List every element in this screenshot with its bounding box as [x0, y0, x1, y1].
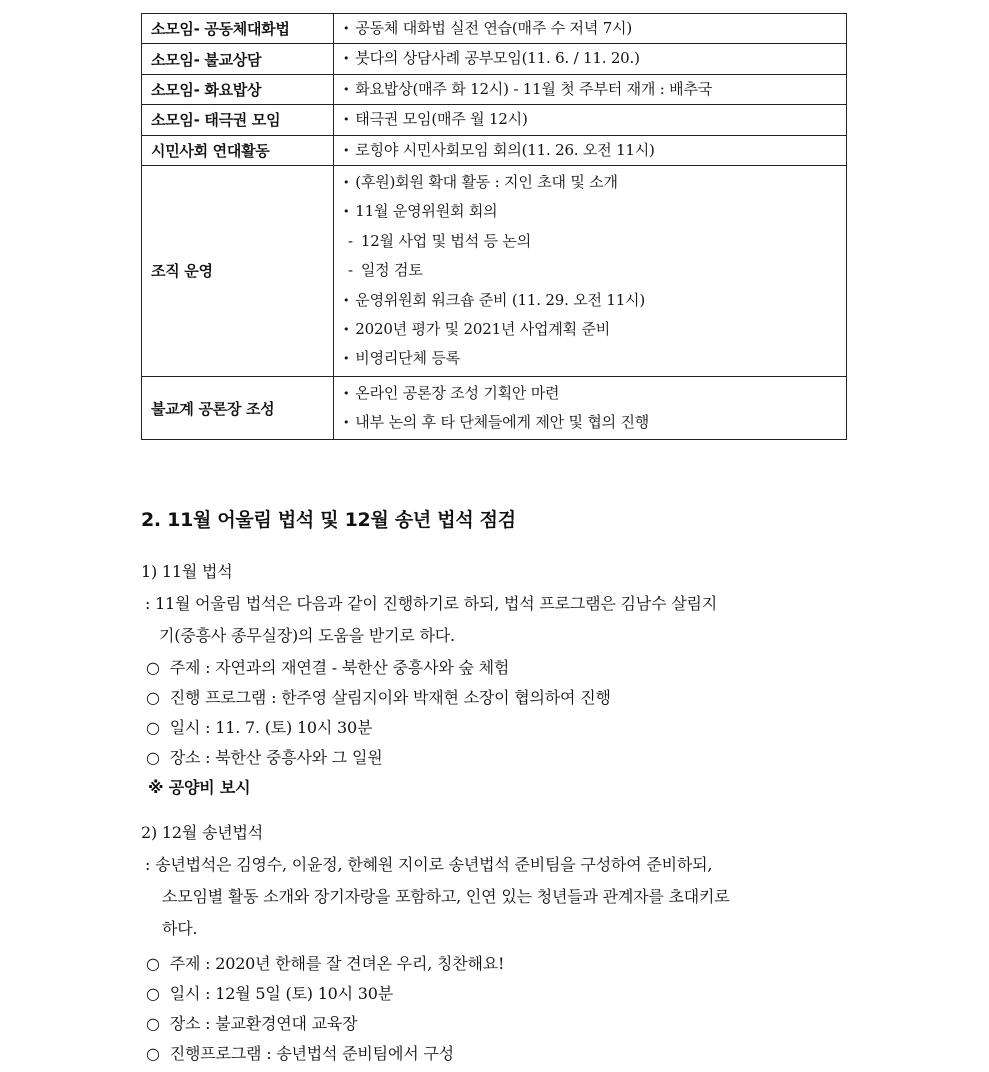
dec-item: ○ 주제 : 2020년 한해를 잘 견뎌온 우리, 칭찬해요!: [146, 954, 505, 973]
bullet-item: • (후원)회원 확대 활동 : 지인 초대 및 소개: [343, 168, 846, 197]
dec-title: 2) 12월 송년법석: [141, 823, 264, 842]
table-row: [142, 376, 847, 440]
nov-desc-line-2: 기(중흥사 종무실장)의 도움을 받기로 하다.: [159, 626, 455, 645]
row-label: 소모임- 화요밥상: [142, 74, 334, 104]
circle-bullet-icon: ○: [146, 748, 160, 767]
table-row: [142, 14, 847, 44]
table-row: [142, 165, 847, 376]
row-label: 소모임- 공동체대화법: [142, 14, 334, 44]
activity-table: [141, 13, 847, 440]
circle-bullet-icon: ○: [146, 688, 160, 707]
bullet-item: • 로힝야 시민사회모임 회의(11. 26. 오전 11시): [343, 136, 846, 165]
bullet-item: • 운영위원회 워크숍 준비 (11. 29. 오전 11시): [343, 286, 846, 315]
dec-desc-line-3: 하다.: [162, 919, 198, 938]
bullet-item: • 2020년 평가 및 2021년 사업계획 준비: [343, 315, 846, 344]
row-content: [334, 44, 847, 74]
bullet-item: • 내부 논의 후 타 단체들에게 제안 및 협의 진행: [343, 408, 846, 437]
nov-item: ○ 진행 프로그램 : 한주영 살림지이와 박재현 소장이 협의하여 진행: [146, 688, 611, 707]
nov-item: ○ 주제 : 자연과의 재연결 - 북한산 중흥사와 숲 체험: [146, 658, 510, 677]
dec-item: ○ 진행프로그램 : 송년법석 준비팀에서 구성: [146, 1044, 454, 1063]
nov-note: ※ 공양비 보시: [148, 778, 251, 797]
circle-bullet-icon: ○: [146, 954, 160, 973]
row-label: 소모임- 태극권 모임: [142, 105, 334, 135]
row-content: [334, 135, 847, 165]
row-label: 소모임- 불교상담: [142, 44, 334, 74]
nov-desc-line-1: : 11월 어울림 법석은 다음과 같이 진행하기로 하되, 법석 프로그램은 김남수 살림지: [145, 594, 717, 613]
dec-item: ○ 일시 : 12월 5일 (토) 10시 30분: [146, 984, 394, 1003]
row-label: 시민사회 연대활동: [142, 135, 334, 165]
circle-bullet-icon: ○: [146, 718, 160, 737]
bullet-item: • 온라인 공론장 조성 기획안 마련: [343, 379, 846, 408]
sub-item: - 일정 검토: [343, 256, 846, 285]
circle-bullet-icon: ○: [146, 658, 160, 677]
row-content: [334, 74, 847, 104]
table-row: [142, 105, 847, 135]
row-content: [334, 105, 847, 135]
nov-item: ○ 장소 : 북한산 중흥사와 그 일원: [146, 748, 383, 767]
row-content: [334, 165, 847, 376]
bullet-item: • 붓다의 상담사례 공부모임(11. 6. / 11. 20.): [343, 44, 846, 73]
bullet-item: • 화요밥상(매주 화 12시) - 11월 첫 주부터 재개 : 배추국: [343, 75, 846, 104]
dec-item: ○ 장소 : 불교환경연대 교육장: [146, 1014, 358, 1033]
bullet-item: • 11월 운영위원회 회의: [343, 197, 846, 226]
dec-desc-line-1: : 송년법석은 김영수, 이윤정, 한혜원 지이로 송년법석 준비팀을 구성하여 준비하되,: [145, 855, 713, 874]
table-row: [142, 74, 847, 104]
circle-bullet-icon: ○: [146, 1014, 160, 1033]
table-row: [142, 44, 847, 74]
circle-bullet-icon: ○: [146, 984, 160, 1003]
dec-desc-line-2: 소모임별 활동 소개와 장기자랑을 포함하고, 인연 있는 청년들과 관계자를 초대키로: [162, 887, 730, 906]
bullet-item: • 공동체 대화법 실전 연습(매주 수 저녁 7시): [343, 14, 846, 43]
sub-item: - 12월 사업 및 법석 등 논의: [343, 227, 846, 256]
bullet-item: • 태극권 모임(매주 월 12시): [343, 105, 846, 134]
circle-bullet-icon: ○: [146, 1044, 160, 1063]
row-content: [334, 14, 847, 44]
row-label: 불교계 공론장 조성: [142, 376, 334, 440]
activity-table-body: [142, 14, 847, 440]
row-label: 조직 운영: [142, 165, 334, 376]
nov-item: ○ 일시 : 11. 7. (토) 10시 30분: [146, 718, 373, 737]
section-heading: 2. 11월 어울림 법석 및 12월 송년 법석 점검: [141, 509, 516, 531]
row-content: [334, 376, 847, 440]
table-row: [142, 135, 847, 165]
bullet-item: • 비영리단체 등록: [343, 344, 846, 373]
nov-title: 1) 11월 법석: [141, 562, 233, 581]
